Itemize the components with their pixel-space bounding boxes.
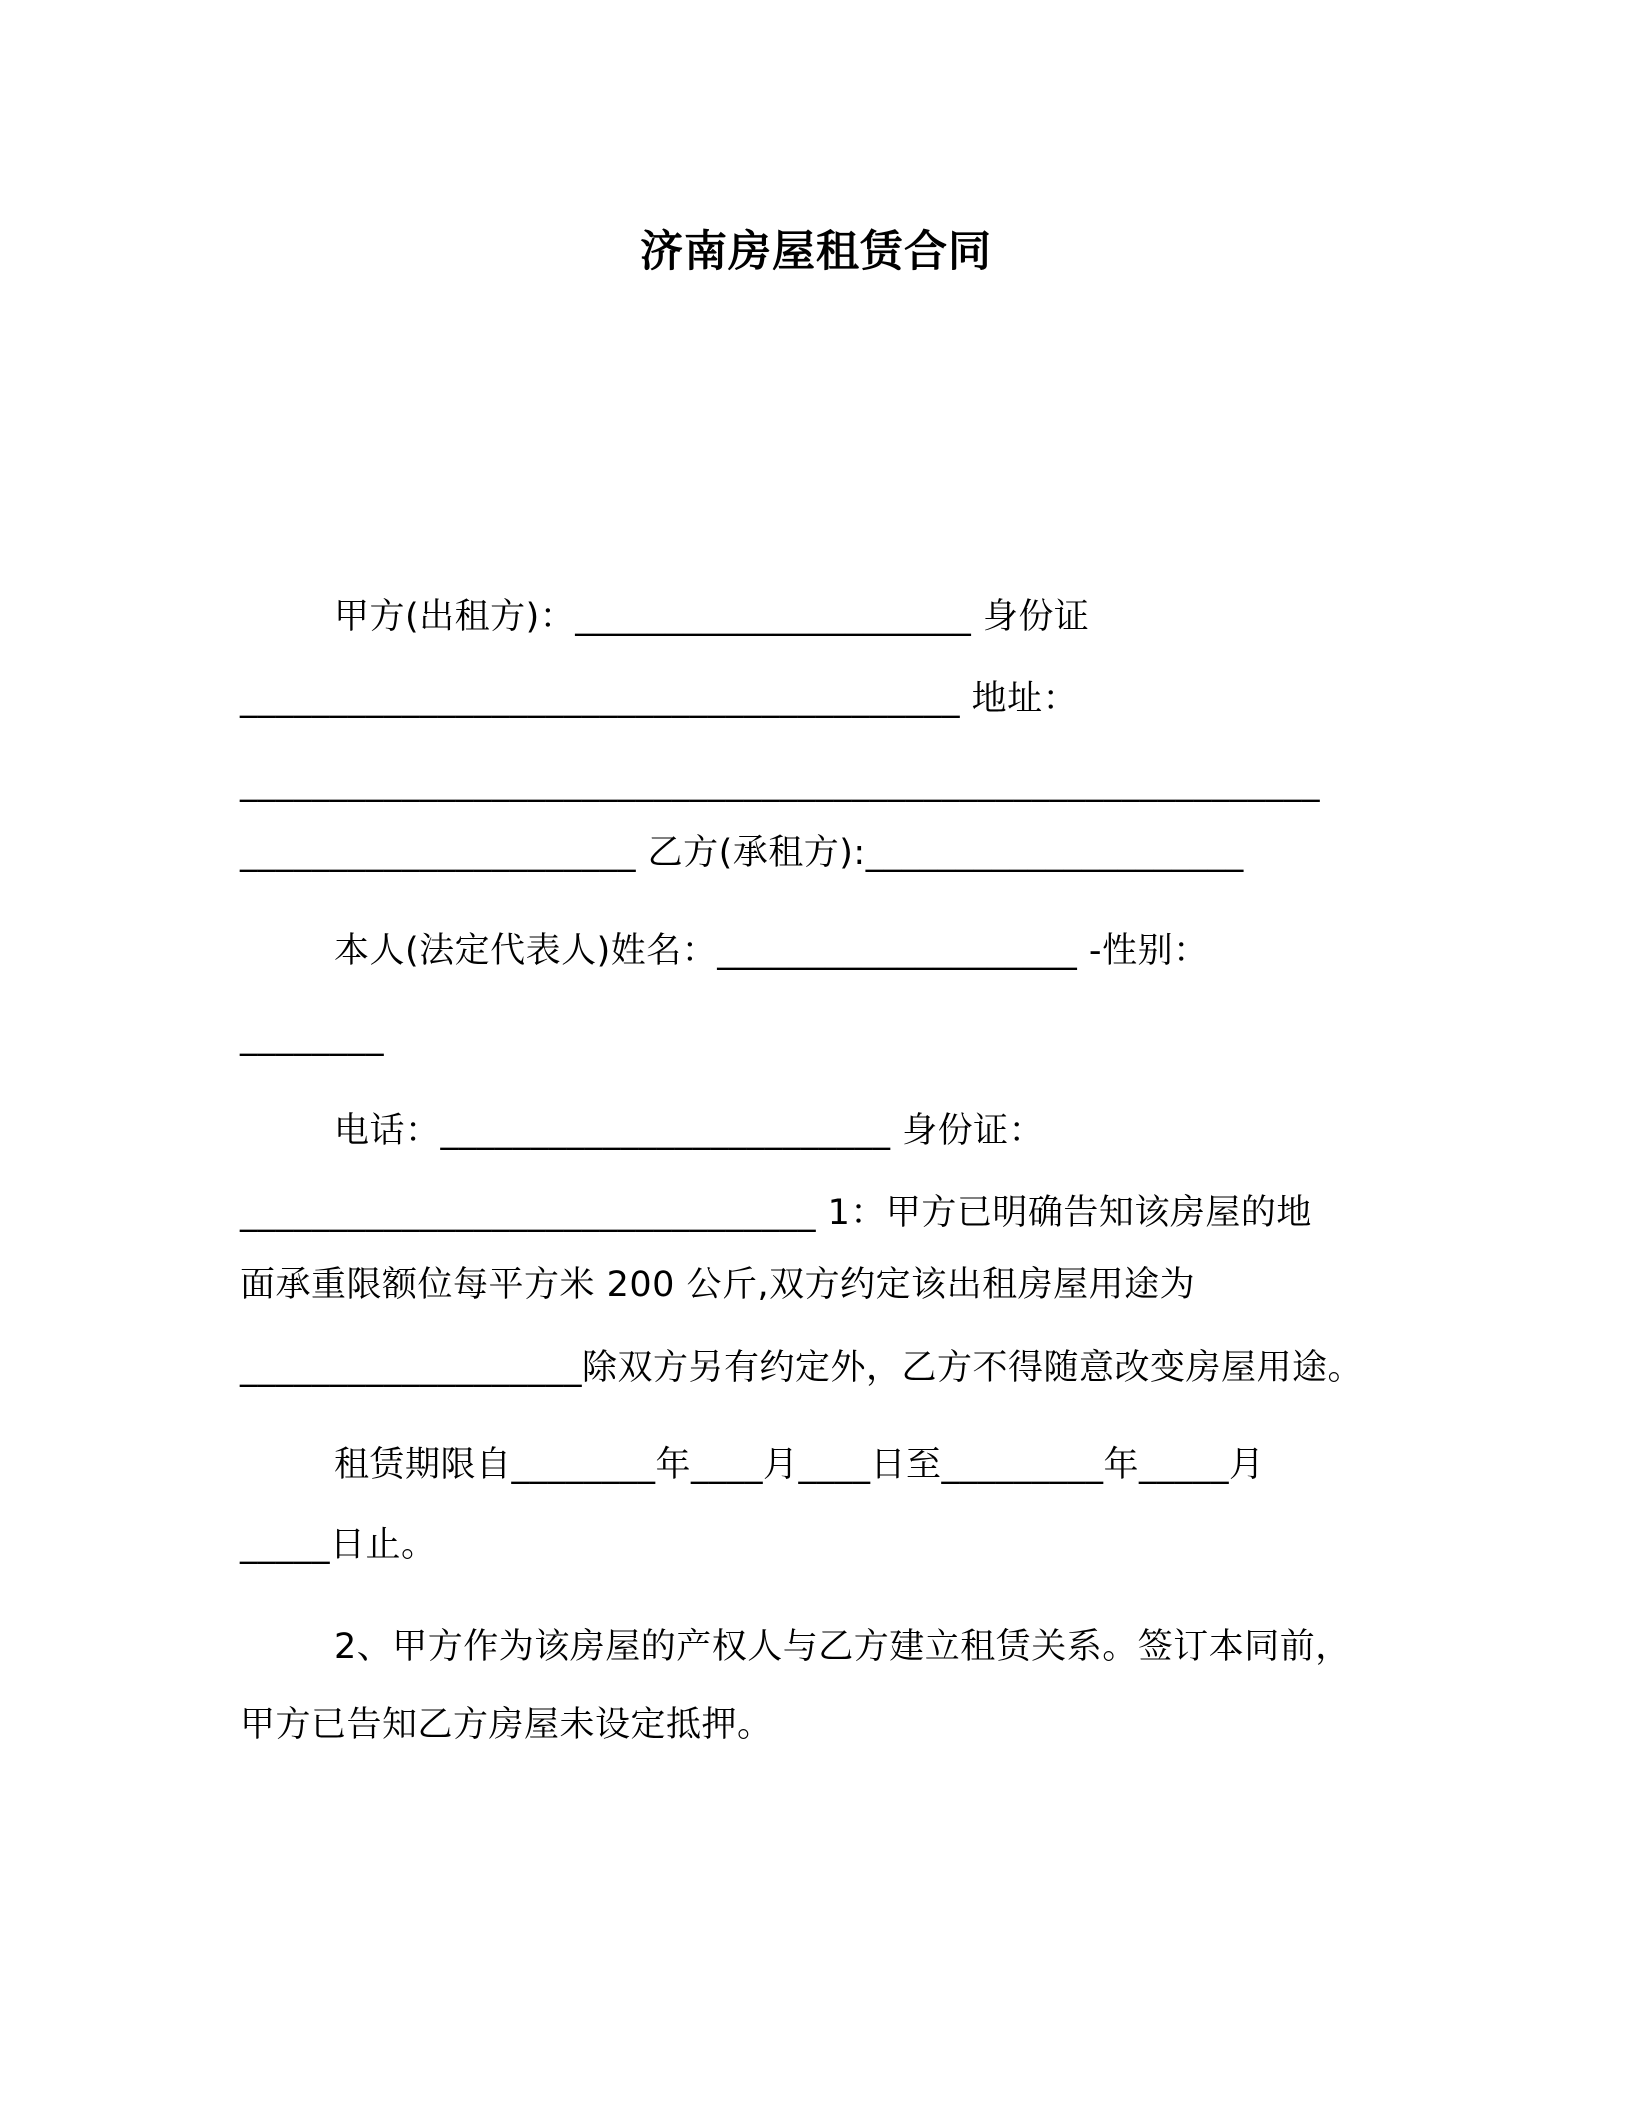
party-a-lessor-line: 甲方(出租方)：______________________ 身份证 xyxy=(334,597,1090,637)
clause-1-line-3: ___________________除双方另有约定外，乙方不得随意改变房屋用途。 xyxy=(240,1348,1364,1388)
lease-term-line: 租赁期限自________年____月____日至_________年_____月 xyxy=(334,1445,1265,1485)
document-title: 济南房屋租赁合同 xyxy=(640,227,992,277)
representative-name-line: 本人(法定代表人)姓名：____________________ -性别： xyxy=(334,931,1209,971)
address-blank-line: ____________________________________________________________ xyxy=(240,763,1320,803)
lease-term-end-line: _____日止。 xyxy=(240,1525,437,1565)
party-a-id-address-line: ________________________________________ 地址： xyxy=(240,679,1079,719)
phone-id-line: 电话：_________________________ 身份证： xyxy=(334,1111,1045,1151)
gender-blank-line: ________ xyxy=(240,1017,384,1057)
clause-2-line-1: 2、甲方作为该房屋的产权人与乙方建立租赁关系。签订本同前， xyxy=(334,1627,1351,1667)
clause-1-line-1: ________________________________ 1：甲方已明确告知该房屋的地 xyxy=(240,1193,1312,1233)
party-b-lessee-line: ______________________ 乙方(承租方):_____________________ xyxy=(240,833,1244,873)
clause-2-line-2: 甲方已告知乙方房屋未设定抵押。 xyxy=(240,1705,773,1745)
clause-1-line-2: 面承重限额位每平方米 200 公斤,双方约定该出租房屋用途为 xyxy=(240,1265,1196,1305)
